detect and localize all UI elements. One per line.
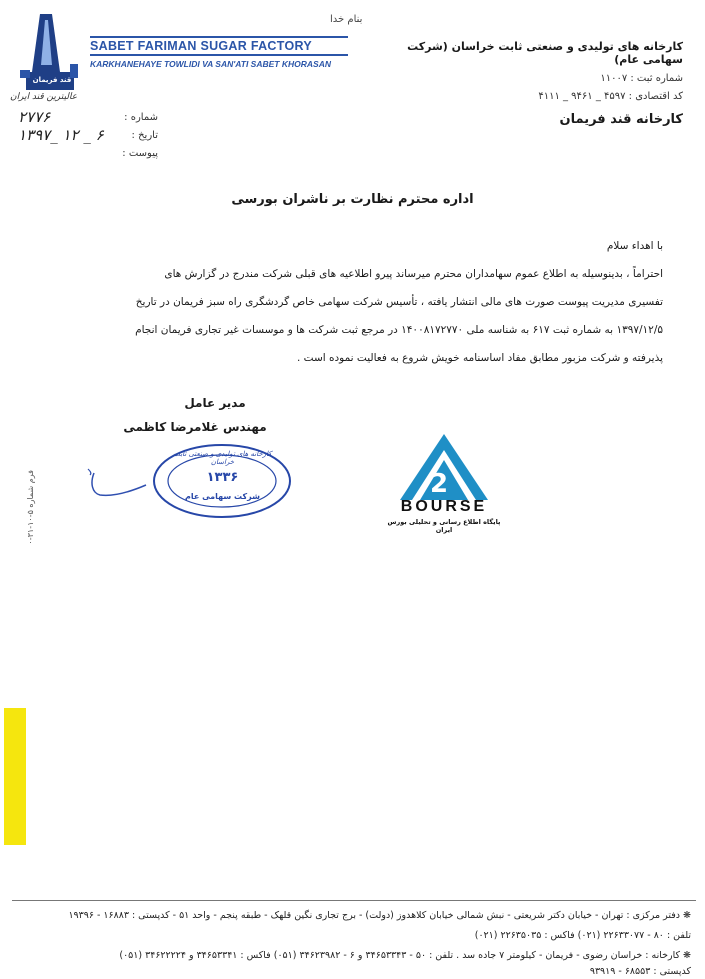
yellow-highlight-mark xyxy=(4,708,26,845)
plant-name: کارخانه قند فریمان xyxy=(559,112,683,127)
addressee: اداره محترم نظارت بر ناشران بورسی xyxy=(231,192,474,207)
logo-caption: عالیترین قند ایران xyxy=(10,92,78,102)
greeting: با اهداء سلام xyxy=(606,240,663,252)
stamp-top-text: کارخانه های تولیدی و صنعتی ثابت خراسان xyxy=(173,450,272,466)
economic-code: کد اقتصادی : ۴۵۹۷ _ ۹۴۶۱ _ ۴۱۱۱ xyxy=(538,91,683,102)
svg-text:2: 2 xyxy=(430,469,449,499)
org-header xyxy=(403,40,683,127)
letter-date: ۱۳۹۷_ ۱۲ _ ۶ xyxy=(18,126,104,144)
attachment-label: پیوست : xyxy=(122,147,158,159)
footer-plant-line1: ❋ کارخانه : خراسان رضوی - فریمان - کیلومتر ۷ جاده سد . تلفن : ۵۰ - ۳۴۶۵۳۳۴۳ و ۶ - ۳۴۶۲۳۹۸۲ (۰۵۱) فاکس : ۳۴۶۵۳۳۴۱ و ۳۴۶۲۲۲۲۴ (۰۵۱) xyxy=(119,950,691,961)
form-number-text: فرم شماره ۵-۱۰-۳۱-۰ xyxy=(26,470,35,545)
bullet-icon: ❋ xyxy=(680,950,691,961)
bourse-caption: پایگاه اطلاع رسانی و تحلیلی بورس ایران xyxy=(387,518,501,534)
letter-body xyxy=(43,232,663,372)
factory-name-en: SABET FARIMAN SUGAR FACTORY xyxy=(90,36,348,56)
stamp-number: ۱۳۳۶ xyxy=(206,470,239,485)
logo-text: قند فریمان xyxy=(32,76,72,84)
signatory-name: مهندس غلامرضا کاظمی xyxy=(123,420,267,434)
handwritten-signature xyxy=(80,455,160,505)
letter-date-label: تاریخ : xyxy=(131,129,158,141)
basmala: بنام خدا xyxy=(330,14,363,25)
factory-name-block xyxy=(90,36,348,69)
bourse-watermark xyxy=(380,432,508,532)
signatory-title: مدیر عامل xyxy=(184,396,246,410)
footer-office-line1: ❋ دفتر مرکزی : تهران - خیابان دکتر شریعتی - نبش شمالی خیابان کلاهدوز (دولت) - برج تجاری نگین قلهک - طبقه پنجم - واحد ۵۱ - کدپستی : ۱۶۸۸۳ - ۱۹۳۹۶ xyxy=(68,910,691,921)
org-name: کارخانه های تولیدی و صنعتی ثابت خراسان (شرکت سهامی عام) xyxy=(407,40,683,66)
letter-meta xyxy=(18,108,158,162)
footer-plant-line2: کدپستی : ۶۸۵۵۳ - ۹۳۹۱۹ xyxy=(589,966,691,977)
form-number-note xyxy=(14,470,35,600)
factory-logo xyxy=(12,10,82,96)
factory-sub-en: KARKHANEHAYE TOWLIDI VA SAN'ATI SABET KHORASAN xyxy=(90,59,331,69)
registration-number: شماره ثبت : ۱۱۰۰۷ xyxy=(600,73,683,84)
stamp-bottom-text: شرکت سهامی عام xyxy=(184,492,261,501)
body-line: پذیرفته و شرکت مزبور مطابق مفاد اساسنامه خویش شروع به فعالیت نموده است . xyxy=(296,352,663,364)
body-line: تفسیری مدیریت پیوست صورت های مالی انتشار یافته ، تأسیس شرکت سهامی خاص گردشگری راه سبز فریمان در تاریخ xyxy=(135,296,663,308)
footer-divider xyxy=(12,900,696,901)
body-line: ۱۳۹۷/۱۲/۵ به شماره ثبت ۶۱۷ به شناسه ملی ۱۴۰۰۸۱۷۲۷۷۰ در مرجع ثبت شرکت ها و موسسات غیر تجاری فریمان انجام xyxy=(135,324,663,336)
body-line: احتراماً ، بدینوسیله به اطلاع عموم سهامداران محترم میرساند پیرو اطلاعیه های قبلی شرکت مندرج در گزارش های xyxy=(164,268,663,280)
bullet-icon: ❋ xyxy=(680,910,691,921)
letter-number-label: شماره : xyxy=(124,111,158,123)
footer-office-line2: تلفن : ۸۰ - ۲۲۶۳۳۰۷۷ (۰۲۱) فاکس : ۲۲۶۳۵۰۳۵ (۰۲۱) xyxy=(474,930,691,941)
bourse-logo-icon xyxy=(380,432,508,502)
letter-number: ۲۷۷۶ xyxy=(18,108,51,126)
bourse-brand: BOURSE xyxy=(400,498,488,515)
company-stamp xyxy=(150,440,295,522)
